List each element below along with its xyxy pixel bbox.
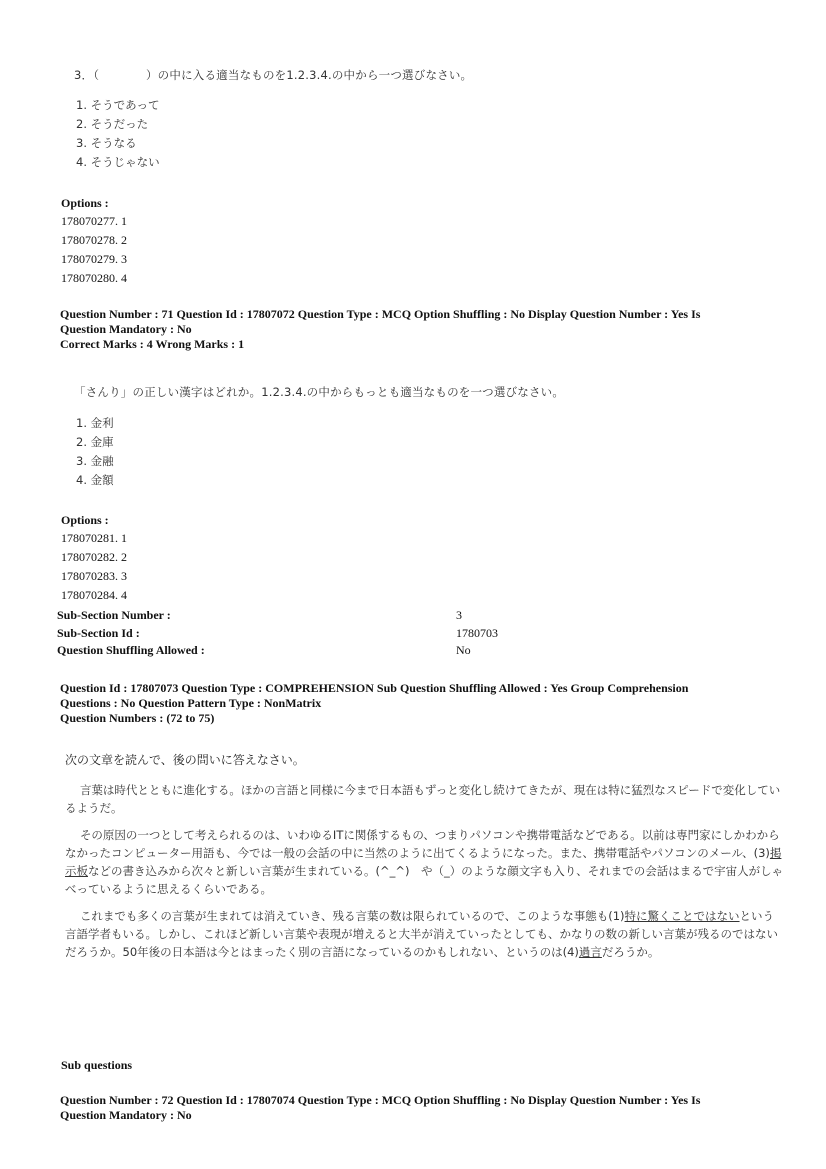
choice-item: 3. そうなる (76, 136, 137, 150)
question-72-header-line1: Question Number : 72 Question Id : 17807074 Question Type : MCQ Option Shuffling : No Display Question Number : Yes Is (60, 1093, 701, 1107)
subsection-key: Sub-Section Id : (57, 625, 140, 640)
question-72-header-line2: Question Mandatory : No (60, 1108, 192, 1122)
subsection-row (57, 608, 657, 626)
question-71-choices (76, 414, 114, 490)
passage-paragraph-1: 言葉は時代とともに進化する。ほかの言語と同様に今まで日本語もずっと変化し続けてきたが、現在は特に猛烈なスピードで変化しているようだ。 (65, 783, 781, 815)
passage-text: その原因の一つとして考えられるのは、いわゆるITに関係するもの、つまりパソコンや携帯電話などである。以前は専門家にしかわからなかったコンピューター用語も、今では一般の会話の中に当然のように出てくるようになった。また、携帯電話やパソコンのメール、(3) (65, 828, 780, 860)
comprehension-passage (65, 751, 785, 970)
passage-text: これまでも多くの言葉が生まれては消えていき、残る言葉の数は限られているので、このような事態も(1) (79, 909, 625, 923)
passage-paragraph-2 (65, 826, 785, 898)
choice-item: 1. そうであって (76, 98, 160, 112)
subsection-key: Sub-Section Number : (57, 608, 171, 622)
underlined-term: 掲示板 (65, 846, 782, 878)
option-item: 178070280. 4 (61, 271, 127, 285)
choice-item: 2. そうだった (76, 117, 149, 131)
comprehension-header-line1: Question Id : 17807073 Question Type : COMPREHENSION Sub Question Shuffling Allowed : Yes Group Comprehension (60, 681, 689, 695)
question-72-header (60, 1093, 760, 1123)
question-71-prompt: 「さんり」の正しい漢字はどれか。1.2.3.4.の中からもっとも適当なものを一つ選びなさい。 (74, 385, 565, 399)
comprehension-header-line3: Question Numbers : (72 to 75) (60, 711, 215, 725)
option-item: 178070284. 4 (61, 588, 127, 602)
passage-text: などの書き込みから次々と新しい言葉が生まれている。(^_^) や（_）のような顔文字も入り、それまでの会話はまるで宇宙人がしゃべっているように思えるくらいである。 (65, 864, 784, 896)
passage-text: という言語学者もいる。しかし、これほど新しい言葉や表現が増えると大半が消えていったとしても、かなりの数の新しい言葉が残るのではないだろうか。50年後の日本語は今とはまったく別の言語になっているのかもしれない、というのは(4) (65, 909, 778, 959)
option-item: 178070279. 3 (61, 252, 127, 266)
question-71-header-line2: Question Mandatory : No (60, 322, 192, 336)
subsection-key: Question Shuffling Allowed : (57, 643, 205, 657)
subsection-value: 1780703 (456, 625, 498, 640)
question-70-options (61, 212, 127, 288)
option-item: 178070281. 1 (61, 531, 127, 545)
subsection-value: 3 (456, 608, 462, 622)
question-70-prompt: 3．（ ）の中に入る適当なものを1.2.3.4.の中から一つ選びなさい。 (74, 68, 473, 82)
subsection-info (57, 608, 657, 661)
question-71-header (60, 307, 760, 352)
option-item: 178070277. 1 (61, 214, 127, 228)
options-label: Options : (61, 513, 109, 527)
option-item: 178070278. 2 (61, 233, 127, 247)
passage-instruction: 次の文章を読んで、後の問いに答えなさい。 (65, 753, 305, 767)
choice-item: 3. 金融 (76, 454, 114, 468)
underlined-term: 特に驚くことではない (624, 909, 740, 923)
subsection-row (57, 626, 657, 644)
option-item: 178070283. 3 (61, 569, 127, 583)
choice-item: 2. 金庫 (76, 435, 114, 449)
choice-item: 4. 金額 (76, 473, 114, 487)
sub-questions-label: Sub questions (61, 1058, 133, 1072)
option-item: 178070282. 2 (61, 550, 127, 564)
question-71-marks: Correct Marks : 4 Wrong Marks : 1 (60, 337, 245, 351)
question-71-header-line1: Question Number : 71 Question Id : 17807072 Question Type : MCQ Option Shuffling : No Display Question Number : Yes Is (60, 307, 701, 321)
question-71-options (61, 529, 127, 605)
choice-item: 1. 金利 (76, 416, 114, 430)
passage-text: だろうか。 (601, 945, 660, 959)
comprehension-header-line2: Questions : No Question Pattern Type : NonMatrix (60, 696, 322, 710)
options-label: Options : (61, 196, 109, 210)
subsection-row (57, 643, 657, 661)
question-70-choices (76, 96, 160, 172)
subsection-value: No (456, 643, 471, 657)
underlined-term: 過言 (578, 945, 602, 959)
choice-item: 4. そうじゃない (76, 155, 160, 169)
passage-paragraph-3 (65, 907, 785, 961)
comprehension-header (60, 681, 760, 726)
